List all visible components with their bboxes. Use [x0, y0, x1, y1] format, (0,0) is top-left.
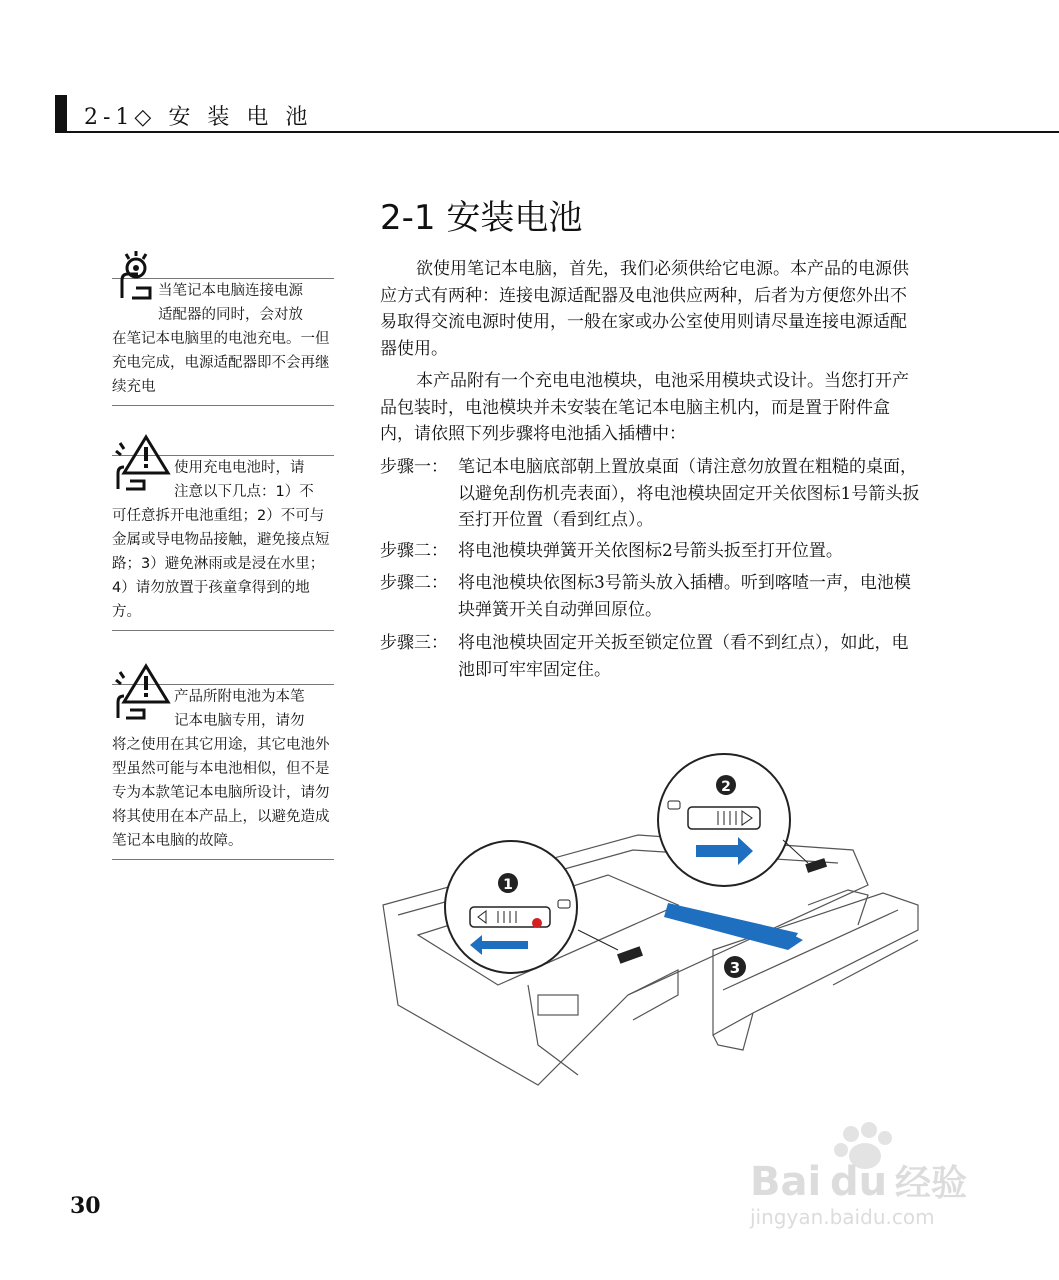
svg-text:经验: 经验 [895, 1163, 968, 1204]
header-bar [55, 95, 67, 133]
svg-text:Bai: Bai [750, 1159, 822, 1205]
running-header: 2-1◇ 安 装 电 池 [84, 105, 313, 130]
side-note: 使用充电电池时，请 注意以下几点：1）不 可任意拆开电池重组；2）不可与金属或导电物品接触，避免接点短路；3）避免淋雨或是浸在水里；4）请勿放置于孩童拿得到的地方。 [112, 455, 334, 631]
svg-text:3: 3 [729, 959, 741, 977]
header-rule [55, 131, 1059, 133]
paragraph-intro: 欲使用笔记本电脑，首先，我们必须供给它电源。本产品的电源供应方式有两种：连接电源适配器及电池供应两种，后者为方便您外出不易取得交流电源时使用，一般在家或办公室使用则请尽量连接电源适配器使用。 [380, 259, 909, 359]
warning-icon [112, 662, 172, 730]
step-item: 步骤一： 笔记本电脑底部朝上置放桌面（请注意勿放置在粗糙的桌面，以避免刮伤机壳表面），将电池模块固定开关依图标1号箭头扳至打开位置（看到红点）。 [380, 457, 920, 530]
page-number: 30 [70, 1193, 101, 1219]
svg-text:jingyan.baidu.com: jingyan.baidu.com [750, 1205, 935, 1229]
page-title: 2-1 安装电池 [380, 198, 583, 238]
side-note: 产品所附电池为本笔 记本电脑专用，请勿 将之使用在其它用途，其它电池外型虽然可能与本电池相似，但不是专为本款笔记本电脑所设计，请勿将其使用在本产品上，以避免造成笔记本电脑的故障。 [112, 684, 334, 860]
tip-icon [112, 250, 156, 310]
baidu-watermark [745, 1120, 1005, 1230]
svg-text:1: 1 [503, 877, 513, 893]
side-note: 当笔记本电脑连接电源 适配器的同时，会对放 在笔记本电脑里的电池充电。一但充电完成，电源适配器即不会再继续充电 [112, 278, 334, 406]
paragraph-battery: 本产品附有一个充电电池模块，电池采用模块式设计。当您打开产品包装时，电池模块并未安装在笔记本电脑主机内，而是置于附件盒内，请依照下列步骤将电池插入插槽中： [380, 371, 909, 444]
step-item: 步骤二： 将电池模块依图标3号箭头放入插槽。听到喀喳一声，电池模块弹簧开关自动弹回原位。 [380, 573, 911, 620]
svg-text:du: du [830, 1159, 888, 1205]
battery-installation-illustration [378, 745, 938, 1099]
warning-icon [112, 433, 172, 501]
step-item: 步骤三： 将电池模块固定开关扳至锁定位置（看不到红点），如此，电池即可牢牢固定住。 [380, 633, 909, 680]
svg-text:2: 2 [721, 779, 731, 795]
step-item: 步骤二： 将电池模块弹簧开关依图标2号箭头扳至打开位置。 [380, 541, 843, 561]
